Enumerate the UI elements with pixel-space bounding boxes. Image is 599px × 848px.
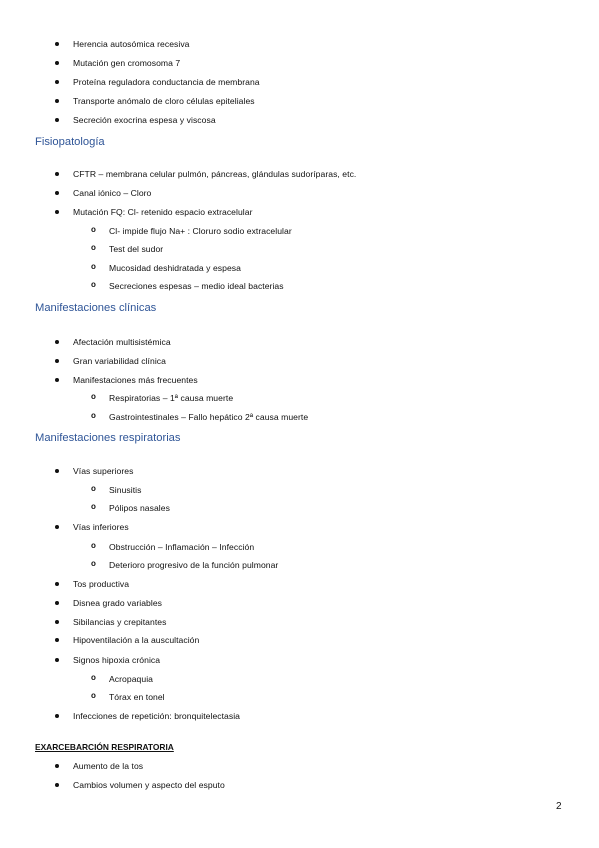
- list-item: Gran variabilidad clínica: [73, 356, 166, 366]
- list-item: CFTR – membrana celular pulmón, páncreas, glándulas sudoríparas, etc.: [73, 169, 357, 179]
- list-item: Aumento de la tos: [73, 761, 144, 771]
- list-item: Vías superiores: [73, 466, 134, 476]
- sub-list-item: o Mucosidad deshidratada y espesa: [109, 262, 241, 274]
- section-heading-fisiopatologia: Fisiopatología: [35, 136, 105, 148]
- list-item: Secreción exocrina espesa y viscosa: [73, 115, 216, 125]
- section-heading-manifestaciones-respiratorias: Manifestaciones respiratorias: [35, 432, 181, 444]
- sub-list-item: o Pólipos nasales: [109, 502, 170, 514]
- sub-list-item: o Acropaquia: [109, 673, 153, 685]
- list-item: Proteína reguladora conductancia de membrana: [73, 77, 260, 87]
- list-item: Mutación FQ: Cl- retenido espacio extracelular: [73, 207, 253, 217]
- sub-list-item: o Sinusitis: [109, 484, 141, 496]
- sub-list-item: o Tórax en tonel: [109, 691, 165, 703]
- list-item: Hipoventilación a la auscultación: [73, 635, 200, 645]
- list-item: Afectación multisistémica: [73, 337, 171, 347]
- sub-list-item: o Obstrucción – Inflamación – Infección: [109, 541, 254, 553]
- list-item: Signos hipoxia crónica: [73, 655, 161, 665]
- sub-list-item: o Respiratorias – 1ª causa muerte: [109, 392, 233, 404]
- page-number: 2: [556, 801, 562, 812]
- sub-list-item: o Test del sudor: [109, 243, 163, 255]
- list-item: Vías inferiores: [73, 522, 129, 532]
- subheading-exacerbacion: EXARCEBARCIÓN RESPIRATORIA: [35, 742, 174, 752]
- list-item: Canal iónico – Cloro: [73, 188, 152, 198]
- list-item: Tos productiva: [73, 579, 130, 589]
- list-item: Sibilancias y crepitantes: [73, 617, 167, 627]
- list-item: Disnea grado variables: [73, 598, 162, 608]
- sub-list-item: o Gastrointestinales – Fallo hepático 2ª causa muerte: [109, 411, 308, 423]
- sub-list-item: o Cl- impide flujo Na+ : Cloruro sodio extracelular: [109, 225, 292, 237]
- list-item: Infecciones de repetición: bronquitelectasia: [73, 711, 241, 721]
- sub-list-item: o Deterioro progresivo de la función pulmonar: [109, 559, 278, 571]
- list-item: Manifestaciones más frecuentes: [73, 375, 198, 385]
- list-item: Herencia autosómica recesiva: [73, 39, 190, 49]
- list-item: Cambios volumen y aspecto del esputo: [73, 780, 225, 790]
- list-item: Transporte anómalo de cloro células epiteliales: [73, 96, 255, 106]
- sub-list-item: o Secreciones espesas – medio ideal bacterias: [109, 280, 284, 292]
- list-item: Mutación gen cromosoma 7: [73, 58, 181, 68]
- section-heading-manifestaciones-clinicas: Manifestaciones clínicas: [35, 302, 157, 314]
